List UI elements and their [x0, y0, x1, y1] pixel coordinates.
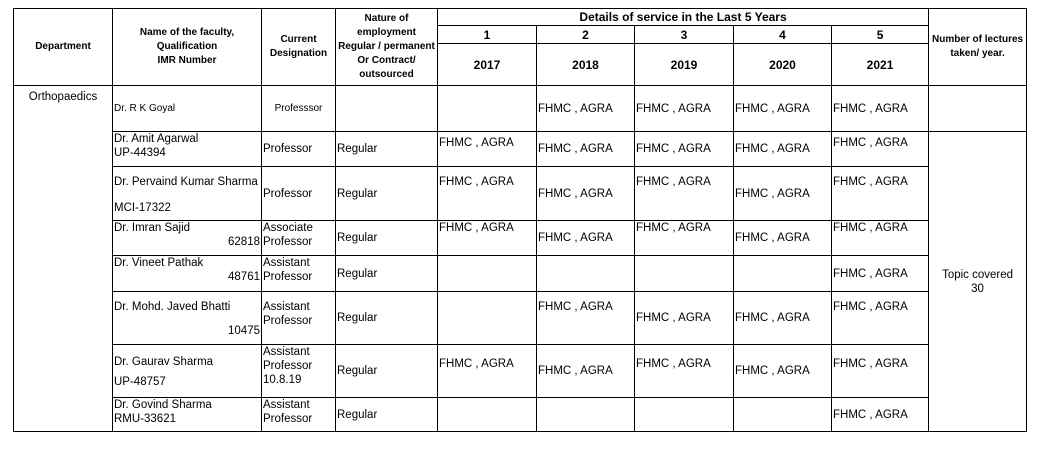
header-nature-line3: Or Contract/	[357, 55, 416, 66]
header-service: Details of service in the Last 5 Years	[438, 9, 929, 26]
header-name-line3: IMR Number	[157, 55, 217, 66]
service-cell: FHMC , AGRA	[537, 345, 635, 398]
service-cell: FHMC , AGRA	[537, 292, 635, 345]
employment-nature: Regular	[336, 221, 438, 256]
faculty-designation-line1: Associate	[263, 222, 313, 234]
year-2019: 2019	[635, 44, 734, 86]
header-name-line2: Qualification	[156, 41, 218, 52]
service-index-1: 1	[438, 26, 537, 44]
header-name-line1: Name of the faculty,	[139, 27, 235, 38]
faculty-designation-line3: 10.8.19	[263, 374, 302, 386]
employment-nature	[336, 86, 438, 132]
service-cell: FHMC , AGRA	[635, 221, 734, 256]
service-cell	[734, 256, 832, 292]
faculty-name: Dr. Imran Sajid	[114, 222, 191, 234]
faculty-id: UP-44394	[114, 147, 166, 159]
faculty-designation-line1: Assistant	[263, 257, 310, 269]
table-row	[14, 86, 1027, 132]
faculty-name-cell	[113, 292, 262, 345]
service-cell: FHMC , AGRA	[832, 292, 929, 345]
service-cell: FHMC , AGRA	[438, 345, 537, 398]
header-nature-line4: outsourced	[359, 69, 414, 80]
service-cell: FHMC , AGRA	[537, 86, 635, 132]
service-cell: FHMC , AGRA	[832, 132, 929, 167]
header-designation-line2: Designation	[269, 48, 328, 59]
header-nature	[336, 9, 438, 86]
faculty-designation-line2: Professor	[263, 413, 313, 425]
table-row	[14, 132, 1027, 167]
service-cell: FHMC , AGRA	[537, 132, 635, 167]
service-cell: FHMC , AGRA	[635, 292, 734, 345]
faculty-designation-cell	[262, 345, 336, 398]
service-cell: FHMC , AGRA	[832, 86, 929, 132]
faculty-id: 10475	[228, 325, 260, 337]
faculty-designation: Professor	[262, 132, 336, 167]
faculty-name: Dr. R K Goyal	[113, 86, 262, 132]
faculty-name: Dr. Amit Agarwal	[114, 133, 199, 145]
service-cell: FHMC , AGRA	[734, 132, 832, 167]
lectures-cell-empty	[929, 86, 1027, 132]
service-index-3: 3	[635, 26, 734, 44]
faculty-designation-line1: Assistant	[263, 399, 310, 411]
service-cell: FHMC , AGRA	[832, 398, 929, 432]
faculty-name-cell	[113, 167, 262, 221]
year-2020: 2020	[734, 44, 832, 86]
service-cell: FHMC , AGRA	[734, 292, 832, 345]
service-cell	[438, 256, 537, 292]
faculty-name: Dr. Vineet Pathak	[114, 257, 204, 269]
service-cell: FHMC , AGRA	[832, 345, 929, 398]
header-department: Department	[14, 9, 113, 86]
header-designation	[262, 9, 336, 86]
employment-nature: Regular	[336, 167, 438, 221]
service-cell: FHMC , AGRA	[635, 132, 734, 167]
service-cell	[537, 398, 635, 432]
faculty-name-cell	[113, 256, 262, 292]
service-cell: FHMC , AGRA	[537, 167, 635, 221]
service-index-5: 5	[832, 26, 929, 44]
service-index-2: 2	[537, 26, 635, 44]
employment-nature: Regular	[336, 345, 438, 398]
service-cell: FHMC , AGRA	[635, 86, 734, 132]
service-cell	[635, 398, 734, 432]
year-2017: 2017	[438, 44, 537, 86]
service-cell: FHMC , AGRA	[734, 345, 832, 398]
faculty-name-cell	[113, 132, 262, 167]
service-cell: FHMC , AGRA	[734, 167, 832, 221]
service-cell: FHMC , AGRA	[635, 167, 734, 221]
service-cell: FHMC , AGRA	[734, 86, 832, 132]
faculty-name: Dr. Govind Sharma	[114, 399, 212, 411]
faculty-designation-cell	[262, 221, 336, 256]
service-cell	[438, 86, 537, 132]
faculty-id: UP-48757	[114, 376, 166, 388]
faculty-designation-cell	[262, 256, 336, 292]
faculty-id: MCI-17322	[114, 202, 171, 214]
service-cell	[734, 398, 832, 432]
service-cell: FHMC , AGRA	[832, 221, 929, 256]
faculty-designation-line2: Professor	[263, 360, 313, 372]
service-cell	[438, 292, 537, 345]
service-index-4: 4	[734, 26, 832, 44]
service-cell: FHMC , AGRA	[734, 221, 832, 256]
faculty-table	[13, 8, 1027, 432]
service-cell: FHMC , AGRA	[832, 167, 929, 221]
employment-nature: Regular	[336, 292, 438, 345]
faculty-designation: Professsor	[262, 86, 336, 132]
faculty-name-cell	[113, 345, 262, 398]
faculty-designation-line1: Assistant	[263, 301, 310, 313]
header-designation-line1: Current	[280, 34, 317, 45]
table-row	[14, 221, 1027, 256]
employment-nature: Regular	[336, 398, 438, 432]
header-nature-line1: Nature of employment	[357, 13, 416, 38]
lectures-count: 30	[971, 282, 984, 295]
faculty-name: Dr. Mohd. Javed Bhatti	[114, 301, 231, 313]
faculty-designation-line2: Professor	[263, 315, 313, 327]
employment-nature: Regular	[336, 132, 438, 167]
service-cell: FHMC , AGRA	[832, 256, 929, 292]
faculty-designation: Professor	[262, 167, 336, 221]
faculty-designation-line2: Professor	[263, 271, 313, 283]
table-row	[14, 292, 1027, 345]
service-cell: FHMC , AGRA	[438, 132, 537, 167]
service-cell	[537, 256, 635, 292]
faculty-name: Dr. Pervaind Kumar Sharma	[114, 176, 258, 188]
table-row	[14, 167, 1027, 221]
lectures-topic-label: Topic covered	[942, 268, 1014, 281]
header-name	[113, 9, 262, 86]
faculty-designation-line1: Assistant	[263, 346, 310, 358]
employment-nature: Regular	[336, 256, 438, 292]
faculty-name-cell	[113, 398, 262, 432]
header-lectures-line2: taken/ year.	[950, 48, 1005, 59]
table-row	[14, 398, 1027, 432]
service-cell: FHMC , AGRA	[438, 221, 537, 256]
faculty-designation-cell	[262, 292, 336, 345]
faculty-designation-line2: Professor	[263, 236, 313, 248]
header-lectures	[929, 9, 1027, 86]
faculty-id: 48761	[228, 271, 260, 283]
lectures-cell	[929, 132, 1027, 432]
header-lectures-line1: Number of lectures	[931, 34, 1024, 45]
header-nature-line2: Regular / permanent	[338, 41, 435, 52]
faculty-designation-cell	[262, 398, 336, 432]
year-2018: 2018	[537, 44, 635, 86]
service-cell: FHMC , AGRA	[438, 167, 537, 221]
year-2021: 2021	[832, 44, 929, 86]
faculty-name-cell	[113, 221, 262, 256]
table-row	[14, 256, 1027, 292]
service-cell	[438, 398, 537, 432]
faculty-id: 62818	[228, 236, 260, 248]
faculty-id: RMU-33621	[114, 413, 176, 425]
faculty-name: Dr. Gaurav Sharma	[114, 356, 214, 368]
department-cell: Orthopaedics	[14, 86, 113, 432]
service-cell	[635, 256, 734, 292]
table-row	[14, 345, 1027, 398]
service-cell: FHMC , AGRA	[537, 221, 635, 256]
service-cell: FHMC , AGRA	[635, 345, 734, 398]
